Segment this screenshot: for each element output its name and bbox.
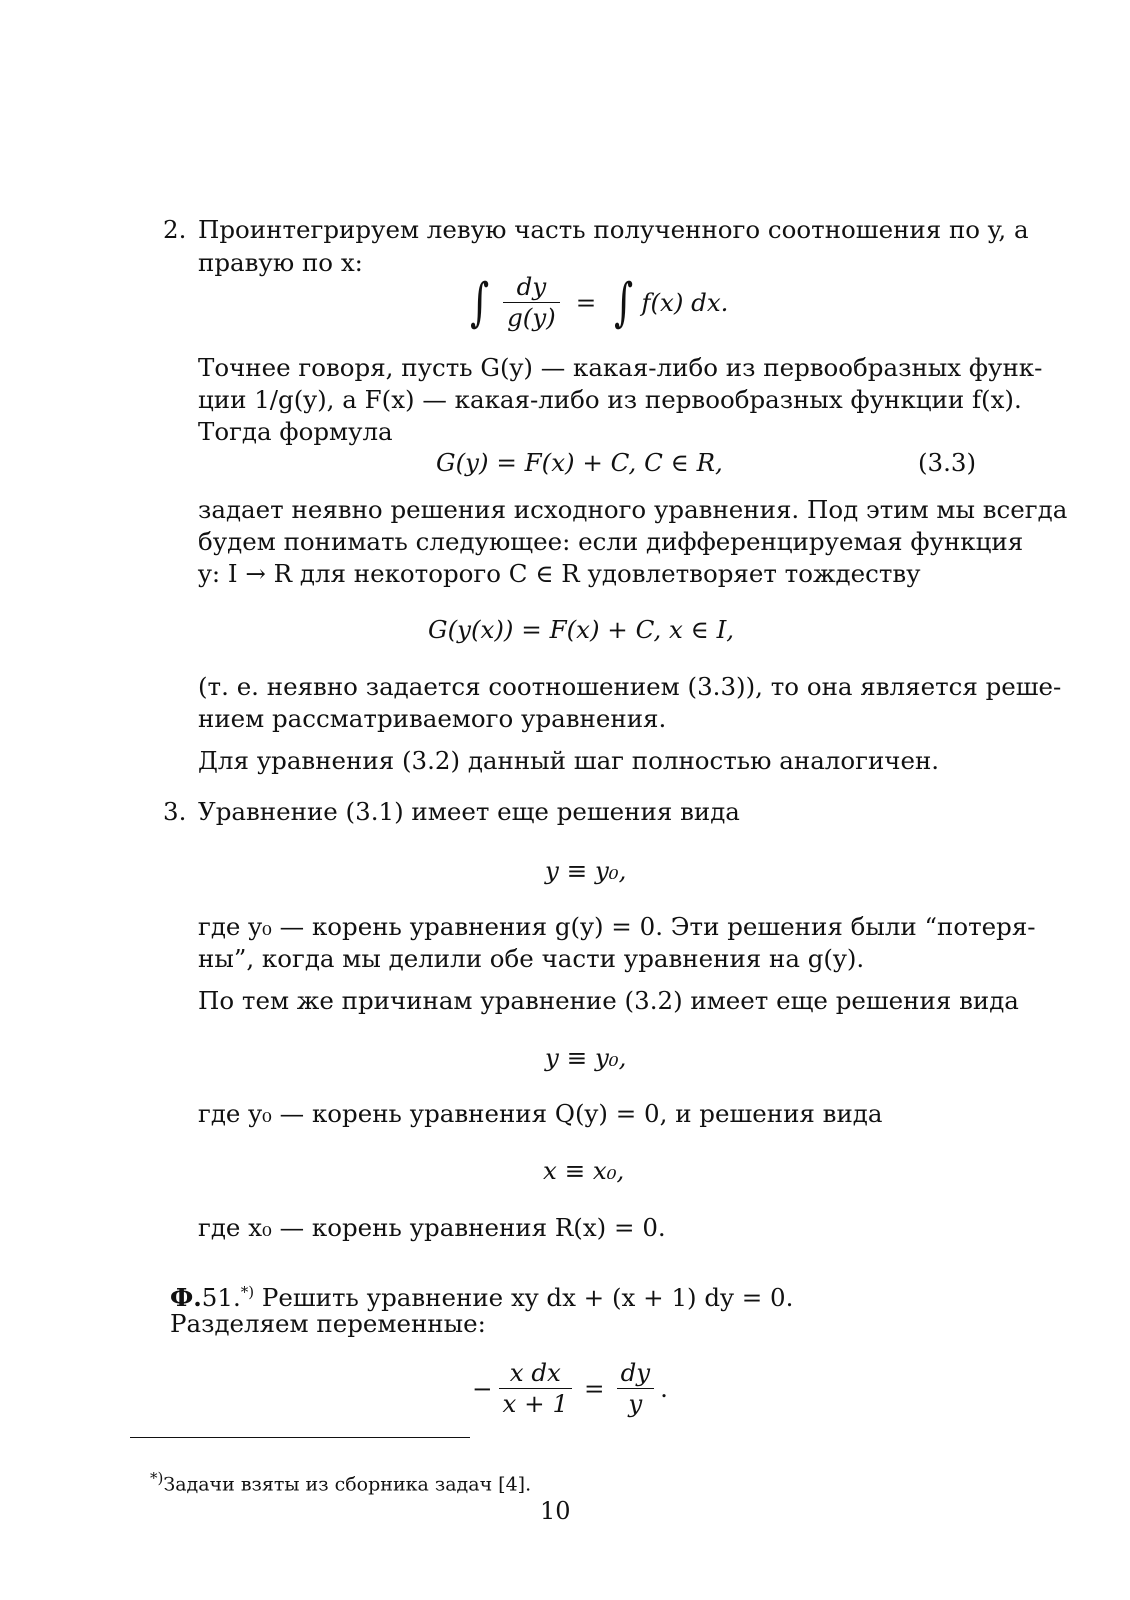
item3-line1: Уравнение (3.1) имеет еще решения вида <box>198 797 740 826</box>
period: . <box>660 1373 668 1403</box>
problem-label: Ф. <box>170 1283 202 1313</box>
item2-p4: Для уравнения (3.2) данный шаг полностью аналогичен. <box>198 746 940 775</box>
problem-number: 51. <box>201 1283 241 1313</box>
item2-p3-line2: нием рассматриваемого уравнения. <box>198 704 667 733</box>
list-marker-2: 2. <box>163 215 187 244</box>
separated-variables-equation <box>472 1358 668 1419</box>
item3-p1-line2: ны”, когда мы делили обе части уравнения на g(y). <box>198 944 865 973</box>
item2-line1: Проинтегрируем левую часть полученного соотношения по y, а <box>198 215 1029 244</box>
fraction-numerator: x dx <box>509 1358 561 1387</box>
item2-p3-line1: (т. е. неявно задается соотношением (3.3)), то она является реше- <box>198 672 1062 701</box>
identity-equation: G(y(x)) = F(x) + C, x ∈ I, <box>428 615 735 644</box>
equation-3-3: G(y) = F(x) + C, C ∈ R, <box>436 448 723 477</box>
integral-rhs: f(x) dx. <box>641 287 729 317</box>
item3-p1-line1: где y₀ — корень уравнения g(y) = 0. Эти решения были “потеря- <box>198 912 1036 941</box>
fraction-left <box>499 1358 573 1419</box>
footnote-ref: *) <box>240 1283 255 1301</box>
list-marker-3: 3. <box>163 797 187 826</box>
fraction-denominator: x + 1 <box>502 1389 569 1418</box>
footnote-text: Задачи взяты из сборника задач [4]. <box>163 1473 532 1496</box>
item2-p2-line3: y: I → R для некоторого C ∈ R удовлетворяет тождеству <box>198 559 921 588</box>
integral-equation <box>462 272 728 333</box>
equation-number-3-3: (3.3) <box>918 448 977 477</box>
item3-equation-1: y ≡ y₀, <box>545 856 627 885</box>
fraction-right <box>617 1358 655 1419</box>
item2-p1-line2: ции 1/g(y), а F(x) — какая-либо из первообразных функции f(x). <box>198 385 1022 414</box>
item3-p2: По тем же причинам уравнение (3.2) имеет еще решения вида <box>198 986 1019 1015</box>
item3-p3: где y₀ — корень уравнения Q(y) = 0, и решения вида <box>198 1099 883 1128</box>
item2-p2-line1: задает неявно решения исходного уравнения. Под этим мы всегда <box>198 495 1068 524</box>
item2-line2: правую по x: <box>198 248 363 277</box>
page-number: 10 <box>540 1497 571 1525</box>
equals-sign: = <box>584 1373 605 1403</box>
problem-text: Решить уравнение xy dx + (x + 1) dy = 0. <box>254 1283 794 1313</box>
integral-sign-icon: ∫ <box>614 272 634 333</box>
footnote-mark: *) <box>150 1469 164 1487</box>
item3-p4: где x₀ — корень уравнения R(x) = 0. <box>198 1213 666 1242</box>
integral-sign-icon: ∫ <box>470 272 490 333</box>
problem-line2: Разделяем переменные: <box>170 1309 486 1338</box>
minus-sign: − <box>472 1373 493 1403</box>
footnote-rule <box>130 1437 470 1438</box>
item2-p1-line3: Тогда формула <box>198 417 393 446</box>
footnote <box>150 1466 531 1496</box>
item2-p1-line1: Точнее говоря, пусть G(y) — какая-либо из первообразных функ- <box>198 353 1043 382</box>
integral-fraction <box>503 272 560 333</box>
fraction-numerator: dy <box>516 272 547 301</box>
equals-sign: = <box>575 287 597 317</box>
fraction-denominator: g(y) <box>507 303 556 332</box>
item2-p2-line2: будем понимать следующее: если дифференцируемая функция <box>198 527 1024 556</box>
item3-equation-3: x ≡ x₀, <box>543 1156 625 1185</box>
fraction-denominator: y <box>628 1389 643 1418</box>
fraction-numerator: dy <box>620 1358 651 1387</box>
item3-equation-2: y ≡ y₀, <box>545 1043 627 1072</box>
